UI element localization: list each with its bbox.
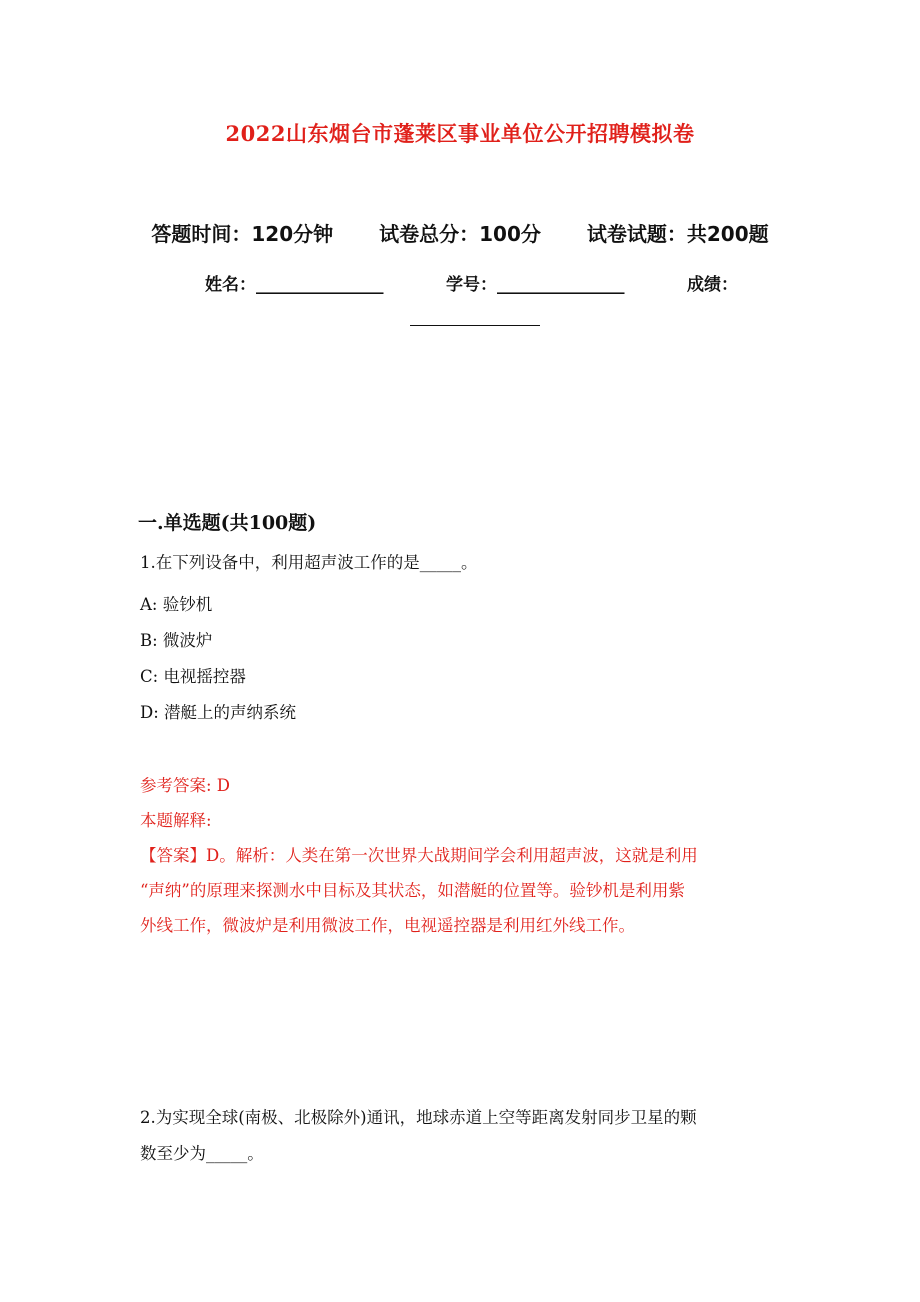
question-1-explanation [140, 838, 790, 943]
question-1-explanation-label: 本题解释: [140, 811, 212, 830]
student-id-field[interactable]: 学号：_______________ [446, 275, 625, 295]
grade-field[interactable]: 成绩： [687, 275, 738, 295]
question-2-line: 数至少为_____。 [140, 1144, 264, 1163]
exam-total-score: 试卷总分：100分 [379, 222, 541, 246]
grade-blank-line [410, 325, 540, 326]
explanation-line: 外线工作，微波炉是利用微波工作，电视遥控器是利用红外线工作。 [140, 916, 635, 935]
question-2-text [140, 1100, 697, 1172]
question-1-answer: 参考答案: D [140, 776, 231, 795]
exam-question-count: 试卷试题：共200题 [586, 222, 769, 246]
question-1-text: 1.在下列设备中，利用超声波工作的是_____。 [140, 553, 478, 572]
question-1-option-a[interactable]: A: 验钞机 [140, 595, 213, 614]
exam-info-row [0, 218, 920, 247]
name-field[interactable]: 姓名：_______________ [205, 275, 384, 295]
question-2-line: 2.为实现全球(南极、北极除外)通讯，地球赤道上空等距离发射同步卫星的颗 [140, 1108, 697, 1127]
explanation-line: “声纳”的原理来探测水中目标及其状态，如潜艇的位置等。验钞机是利用紫 [140, 881, 685, 900]
exam-title: 2022山东烟台市蓬莱区事业单位公开招聘模拟卷 [225, 121, 695, 146]
question-1-option-b[interactable]: B: 微波炉 [140, 631, 213, 650]
explanation-line: 【答案】D。解析：人类在第一次世界大战期间学会利用超声波，这就是利用 [140, 846, 698, 865]
question-1-option-c[interactable]: C: 电视摇控器 [140, 667, 246, 686]
section-title: 一.单选题(共100题) [138, 512, 317, 534]
exam-time: 答题时间：120分钟 [151, 222, 334, 246]
question-1-option-d[interactable]: D: 潜艇上的声纳系统 [140, 703, 297, 722]
